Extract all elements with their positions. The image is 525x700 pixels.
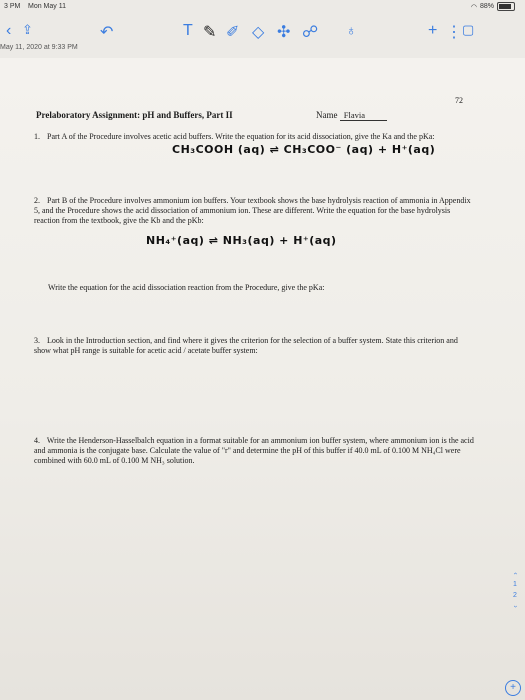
add-icon[interactable]: + xyxy=(428,22,438,39)
page-title: Prelaboratory Assignment: pH and Buffers, Part II xyxy=(36,110,233,120)
battery-percent: 88% xyxy=(479,3,494,10)
page-icon[interactable]: ▢ xyxy=(462,22,475,37)
back-icon[interactable]: ‹ xyxy=(6,22,12,39)
document-page xyxy=(0,58,525,700)
wifi-icon: ◠ xyxy=(470,3,477,11)
page-number: 72 xyxy=(455,96,463,105)
note-date: May 11, 2020 at 9:33 PM xyxy=(0,44,78,51)
mic-icon[interactable]: ♁ xyxy=(346,22,357,38)
undo-icon[interactable]: ↶ xyxy=(100,24,114,41)
highlighter-icon[interactable]: ✐ xyxy=(226,24,240,41)
status-time: 3 PM xyxy=(4,3,21,10)
question-text: Part B of the Procedure involves ammonium ion buffers. Your textbook shows the base hydrolysis reaction of ammonia in Appendix 5, and the Procedure shows the acid dissociation of ammonium ion. These are different. Write the equation for the base hydrolysis reaction from the textbook, give the Kb and the pKb: xyxy=(34,196,471,225)
pen-icon[interactable]: ✎ xyxy=(203,24,217,41)
question-text: Write the Henderson-Hasselbalch equation in a format suitable for an ammonium ion buffer system, where ammonium ion is the acid and ammonia is the conjugate base. Calculate the value of "r" and determine the pH of this buffer if 40.0 mL of 0.100 M NH₄Cl were combined with 60.0 mL of 0.100 M NH₃ solution. xyxy=(34,436,474,465)
more-icon[interactable]: ⋮ xyxy=(446,24,462,41)
question-number: 1. xyxy=(34,132,40,141)
scroll-down-icon[interactable]: › xyxy=(511,605,519,608)
question-text: Part A of the Procedure involves acetic acid buffers. Write the equation for its acid dissociation, give the Ka and the pKa: xyxy=(47,132,435,141)
question-number: 2. xyxy=(34,196,40,205)
question-3 xyxy=(34,336,474,356)
text-icon[interactable]: T xyxy=(183,22,193,39)
name-label: Name xyxy=(316,110,338,120)
question-number: 3. xyxy=(34,336,40,345)
question-2 xyxy=(34,196,474,292)
battery-icon xyxy=(497,2,515,11)
question-4 xyxy=(34,436,474,466)
page-1-link[interactable]: 1 xyxy=(513,581,517,588)
handwritten-answer-2: NH₄⁺(aq) ⇌ NH₃(aq) + H⁺(aq) xyxy=(146,234,337,247)
question-text: Look in the Introduction section, and find where it gives the criterion for the selection of a buffer system. State this criterion and show what pH range is suitable for acetic acid / acetate buffer system: xyxy=(34,336,458,355)
scroll-up-icon[interactable]: ‹ xyxy=(511,572,519,575)
page-navigator xyxy=(505,570,525,614)
battery-fill xyxy=(499,4,511,9)
eraser-icon[interactable]: ◇ xyxy=(252,24,265,41)
share-icon[interactable]: ⇪ xyxy=(22,22,33,37)
question-2-followup: Write the equation for the acid dissociation reaction from the Procedure, give the pKa: xyxy=(48,283,325,292)
handwritten-answer-1: CH₃COOH (aq) ⇌ CH₃COO⁻ (aq) + H⁺(aq) xyxy=(172,143,436,156)
document-header xyxy=(36,110,466,120)
name-field xyxy=(316,110,387,120)
question-number: 4. xyxy=(34,436,40,445)
add-page-button[interactable]: + xyxy=(505,680,521,696)
shapes-icon[interactable]: ✣ xyxy=(277,24,291,41)
name-value: Flavia xyxy=(340,110,387,121)
status-date: Mon May 11 xyxy=(28,3,66,10)
lasso-icon[interactable]: ☍ xyxy=(302,24,319,41)
status-bar xyxy=(0,0,525,14)
question-1 xyxy=(34,132,474,156)
page-2-link[interactable]: 2 xyxy=(513,592,517,599)
